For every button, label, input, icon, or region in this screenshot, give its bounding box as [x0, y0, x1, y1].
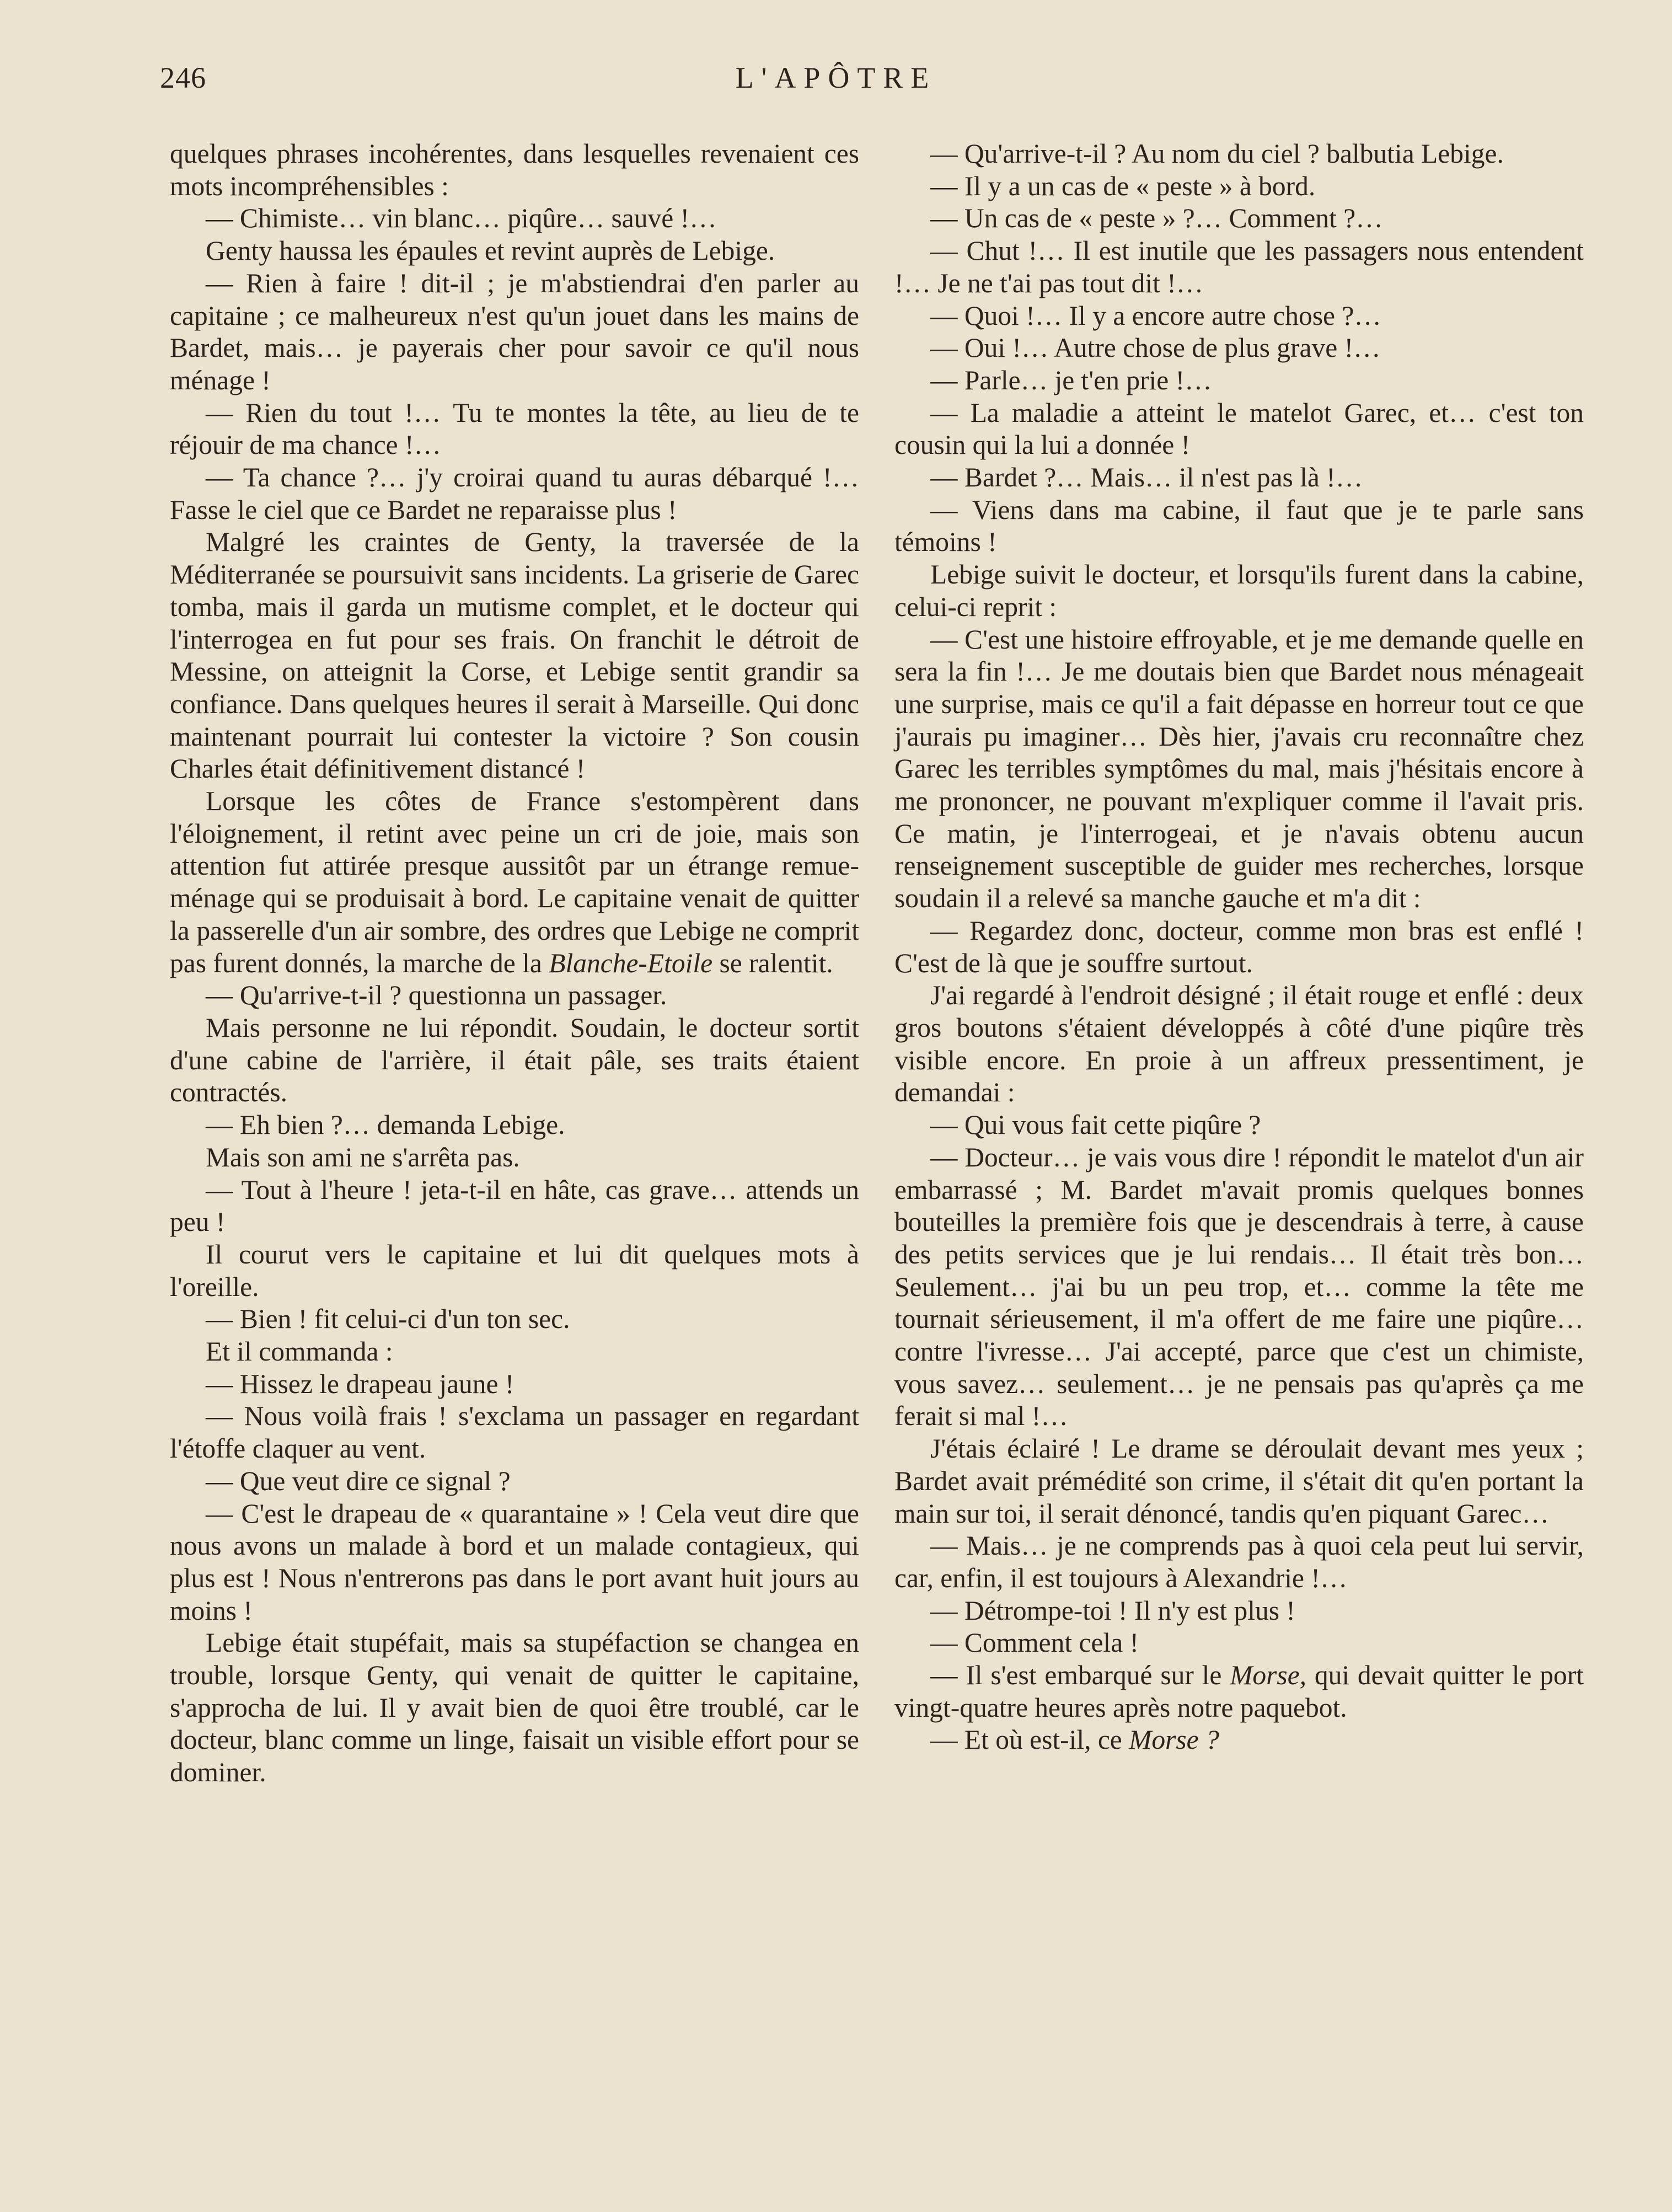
paragraph-text: — Parle… je t'en prie !… [930, 365, 1212, 395]
paragraph-text: — C'est le drapeau de « quarantaine » ! Cela veut dire que nous avons un malade à bord et un malade contagieux, qui plus est ! Nous n'entrerons pas dans le port avant huit jours au moins ! [170, 1498, 859, 1626]
paragraph-text: — C'est une histoire effroyable, et je me demande quelle en sera la fin !… Je me doutais bien que Bardet nous ménageait une surprise, mais ce qu'il a fait dépasse en horreur tout ce que j'aurais pu imaginer… Dès hier, j'avais cru reconnaître chez Garec les terribles symptômes du mal, mais j'hésitais encore à me prononcer, ne pouvant m'expliquer comme il l'avait pris. Ce matin, je l'interrogeai, et je n'avais obtenu aucun renseignement susceptible de guider mes recherches, lorsque soudain il a relevé sa manche gauche et m'a dit : [894, 624, 1584, 914]
paragraph-text: — Chimiste… vin blanc… piqûre… sauvé !… [206, 203, 717, 234]
paragraph-text: Mais personne ne lui répondit. Soudain, le docteur sortit d'une cabine de l'arrière, il était pâle, ses traits étaient contractés. [170, 1012, 859, 1108]
paragraph [170, 785, 859, 979]
paragraph-text: Mais son ami ne s'arrêta pas. [206, 1142, 520, 1172]
paragraph-text: J'étais éclairé ! Le drame se déroulait devant mes yeux ; Bardet avait prémédité son crime, il s'était dit qu'en portant la main sur toi, il serait dénoncé, tandis qu'en piquant Garec… [894, 1433, 1584, 1529]
paragraph [894, 1530, 1584, 1594]
paragraph [894, 979, 1584, 1109]
paragraph [170, 1012, 859, 1109]
page-number: 246 [160, 61, 206, 94]
paragraph [170, 526, 859, 785]
paragraph [894, 462, 1584, 494]
paragraph [170, 1368, 859, 1401]
paragraph [894, 170, 1584, 203]
paragraph-text: — Nous voilà frais ! s'exclama un passager en regardant l'étoffe claquer au vent. [170, 1401, 859, 1464]
paragraph [894, 138, 1584, 170]
paragraph-text: Et il commanda : [206, 1336, 393, 1367]
paragraph-text: — Mais… je ne comprends pas à quoi cela peut lui servir, car, enfin, il est toujours à Alexandrie !… [894, 1530, 1584, 1593]
paragraph [170, 1400, 859, 1465]
paragraph [170, 979, 859, 1012]
paragraph-text: — Que veut dire ce signal ? [206, 1465, 511, 1496]
paragraph-text: Genty haussa les épaules et revint auprès de Lebige. [206, 235, 775, 266]
paragraph-text: — Détrompe-toi ! Il n'y est plus ! [930, 1595, 1295, 1626]
paragraph-text: — Quoi !… Il y a encore autre chose ?… [930, 300, 1381, 331]
running-title: L'APÔTRE [735, 61, 937, 94]
paragraph [170, 1465, 859, 1498]
italic-title: Blanche-Etoile [542, 947, 713, 978]
paragraph [170, 267, 859, 397]
paragraph-text: — Bien ! fit celui-ci d'un ton sec. [206, 1304, 570, 1335]
paragraph-text: — Qui vous fait cette piqûre ? [930, 1110, 1261, 1140]
paragraph-text: — La maladie a atteint le matelot Garec, et… c'est ton cousin qui la lui a donnée ! [894, 397, 1584, 460]
paragraph [894, 1595, 1584, 1627]
paragraph [894, 332, 1584, 365]
paragraph [894, 202, 1584, 235]
paragraph-text: — Il y a un cas de « peste » à bord. [930, 170, 1316, 201]
paragraph-text: — Qu'arrive-t-il ? Au nom du ciel ? balbutia Lebige. [930, 138, 1504, 169]
paragraph-text: — Oui !… Autre chose de plus grave !… [930, 333, 1381, 363]
paragraph-text: Malgré les craintes de Genty, la traversée de la Méditerranée se poursuivit sans incidents. La griserie de Garec tomba, mais il garda un mutisme complet, et le docteur qui l'interrogea en fut pour ses frais. On franchit le détroit de Messine, on atteignit la Corse, et Lebige sentit grandir sa confiance. Dans quelques heures il serait à Marseille. Qui donc maintenant pourrait lui contester la victoire ? Son cousin Charles était définitivement distancé ! [170, 527, 859, 784]
left-column [170, 138, 859, 1789]
paragraph [170, 397, 859, 462]
paragraph [170, 1336, 859, 1368]
paragraph [170, 1142, 859, 1174]
italic-title: Morse ? [1129, 1724, 1219, 1755]
italic-title: Morse, [1230, 1660, 1307, 1691]
paragraph [170, 1239, 859, 1303]
paragraph-text: — Un cas de « peste » ?… Comment ?… [930, 203, 1383, 234]
paragraph-text: — Ta chance ?… j'y croirai quand tu auras débarqué !… Fasse le ciel que ce Bardet ne reparaisse plus ! [170, 462, 859, 525]
paragraph-text: J'ai regardé à l'endroit désigné ; il était rouge et enflé : deux gros boutons s'étaient développés à côté d'une piqûre très visible encore. En proie à un affreux pressentiment, je demandai : [894, 980, 1584, 1108]
paragraph [170, 1627, 859, 1789]
paragraph-text: — Eh bien ?… demanda Lebige. [206, 1110, 565, 1140]
paragraph-text: — Rien à faire ! dit-il ; je m'abstiendrai d'en parler au capitaine ; ce malheureux n'est qu'un jouet dans les mains de Bardet, mais… je payerais cher pour savoir ce qu'il nous ménage ! [170, 267, 859, 395]
paragraph [894, 1724, 1584, 1756]
paragraph [894, 915, 1584, 979]
paragraph-text: — Bardet ?… Mais… il n'est pas là !… [930, 462, 1363, 493]
paragraph-text: — Hissez le drapeau jaune ! [206, 1368, 515, 1399]
paragraph [894, 1109, 1584, 1142]
paragraph-text: Il courut vers le capitaine et lui dit quelques mots à l'oreille. [170, 1239, 859, 1302]
paragraph [894, 1142, 1584, 1433]
paragraph [894, 397, 1584, 462]
paragraph [894, 1627, 1584, 1659]
paragraph-text: Lebige suivit le docteur, et lorsqu'ils furent dans la cabine, celui-ci reprit : [894, 559, 1584, 622]
paragraph [170, 1303, 859, 1336]
paragraph-text: Lebige était stupéfait, mais sa stupéfaction se changea en trouble, lorsque Genty, qui venait de quitter le capitaine, s'approcha de lui. Il y avait bien de quoi être troublé, car le docteur, blanc comme un linge, faisait un visible effort pour se dominer. [170, 1627, 859, 1788]
paragraph [170, 1174, 859, 1239]
paragraph [894, 1659, 1584, 1724]
paragraph-text: — Rien du tout !… Tu te montes la tête, au lieu de te réjouir de ma chance !… [170, 397, 859, 460]
paragraph [894, 235, 1584, 299]
paragraph [170, 235, 859, 267]
paragraph [894, 624, 1584, 915]
paragraph-text: — Comment cela ! [930, 1627, 1139, 1658]
paragraph [170, 1109, 859, 1142]
paragraph-text: — Chut !… Il est inutile que les passagers nous entendent !… Je ne t'ai pas tout dit !… [894, 235, 1584, 298]
right-column [894, 138, 1584, 1756]
paragraph [170, 202, 859, 235]
paragraph-text-after: qui devait quitter le port vingt-quatre heures après notre paquebot. [894, 1660, 1584, 1723]
paragraph-text: Lorsque les côtes de France s'estompèrent dans l'éloignement, il retint avec peine un cri de joie, mais son attention fut attirée presque aussitôt par un étrange remue-ménage qui se produisait à bord. Le capitaine venait de quitter la passerelle d'un air sombre, des ordres que Lebige ne comprit pas furent donnés, la marche de la [170, 786, 859, 978]
paragraph-text: — Et où est-il, ce [930, 1724, 1129, 1755]
paragraph-text: — Regardez donc, docteur, comme mon bras est enflé ! C'est de là que je souffre surtout. [894, 915, 1584, 978]
paragraph [170, 1498, 859, 1627]
paragraph [894, 1433, 1584, 1530]
paragraph [170, 138, 859, 202]
paragraph-text: — Il s'est embarqué sur le [930, 1660, 1230, 1691]
paragraph [894, 559, 1584, 623]
paragraph [894, 300, 1584, 333]
paragraph-text: — Viens dans ma cabine, il faut que je te parle sans témoins ! [894, 494, 1584, 558]
paragraph [170, 462, 859, 526]
paragraph-text: — Qu'arrive-t-il ? questionna un passager. [206, 980, 667, 1011]
paragraph [894, 365, 1584, 397]
paragraph-text: — Tout à l'heure ! jeta-t-il en hâte, cas grave… attends un peu ! [170, 1174, 859, 1238]
paragraph-text: — Docteur… je vais vous dire ! répondit le matelot d'un air embarrassé ; M. Bardet m'avait promis quelques bonnes bouteilles la première fois que je descendrais à terre, à cause des petits services que je lui rendais… Il était très bon… Seulement… j'ai bu un peu trop, et… comme la tête me tournait sérieusement, il m'a offert de me faire une piqûre… contre l'ivresse… J'ai accepté, parce que c'est un chimiste, vous savez… seulement… je ne pensais pas qu'après ça me ferait si mal !… [894, 1142, 1584, 1432]
paragraph-text-after: se ralentit. [712, 947, 833, 978]
paragraph-text: quelques phrases incohérentes, dans lesquelles revenaient ces mots incompréhensibles : [170, 138, 859, 201]
paragraph [894, 494, 1584, 559]
